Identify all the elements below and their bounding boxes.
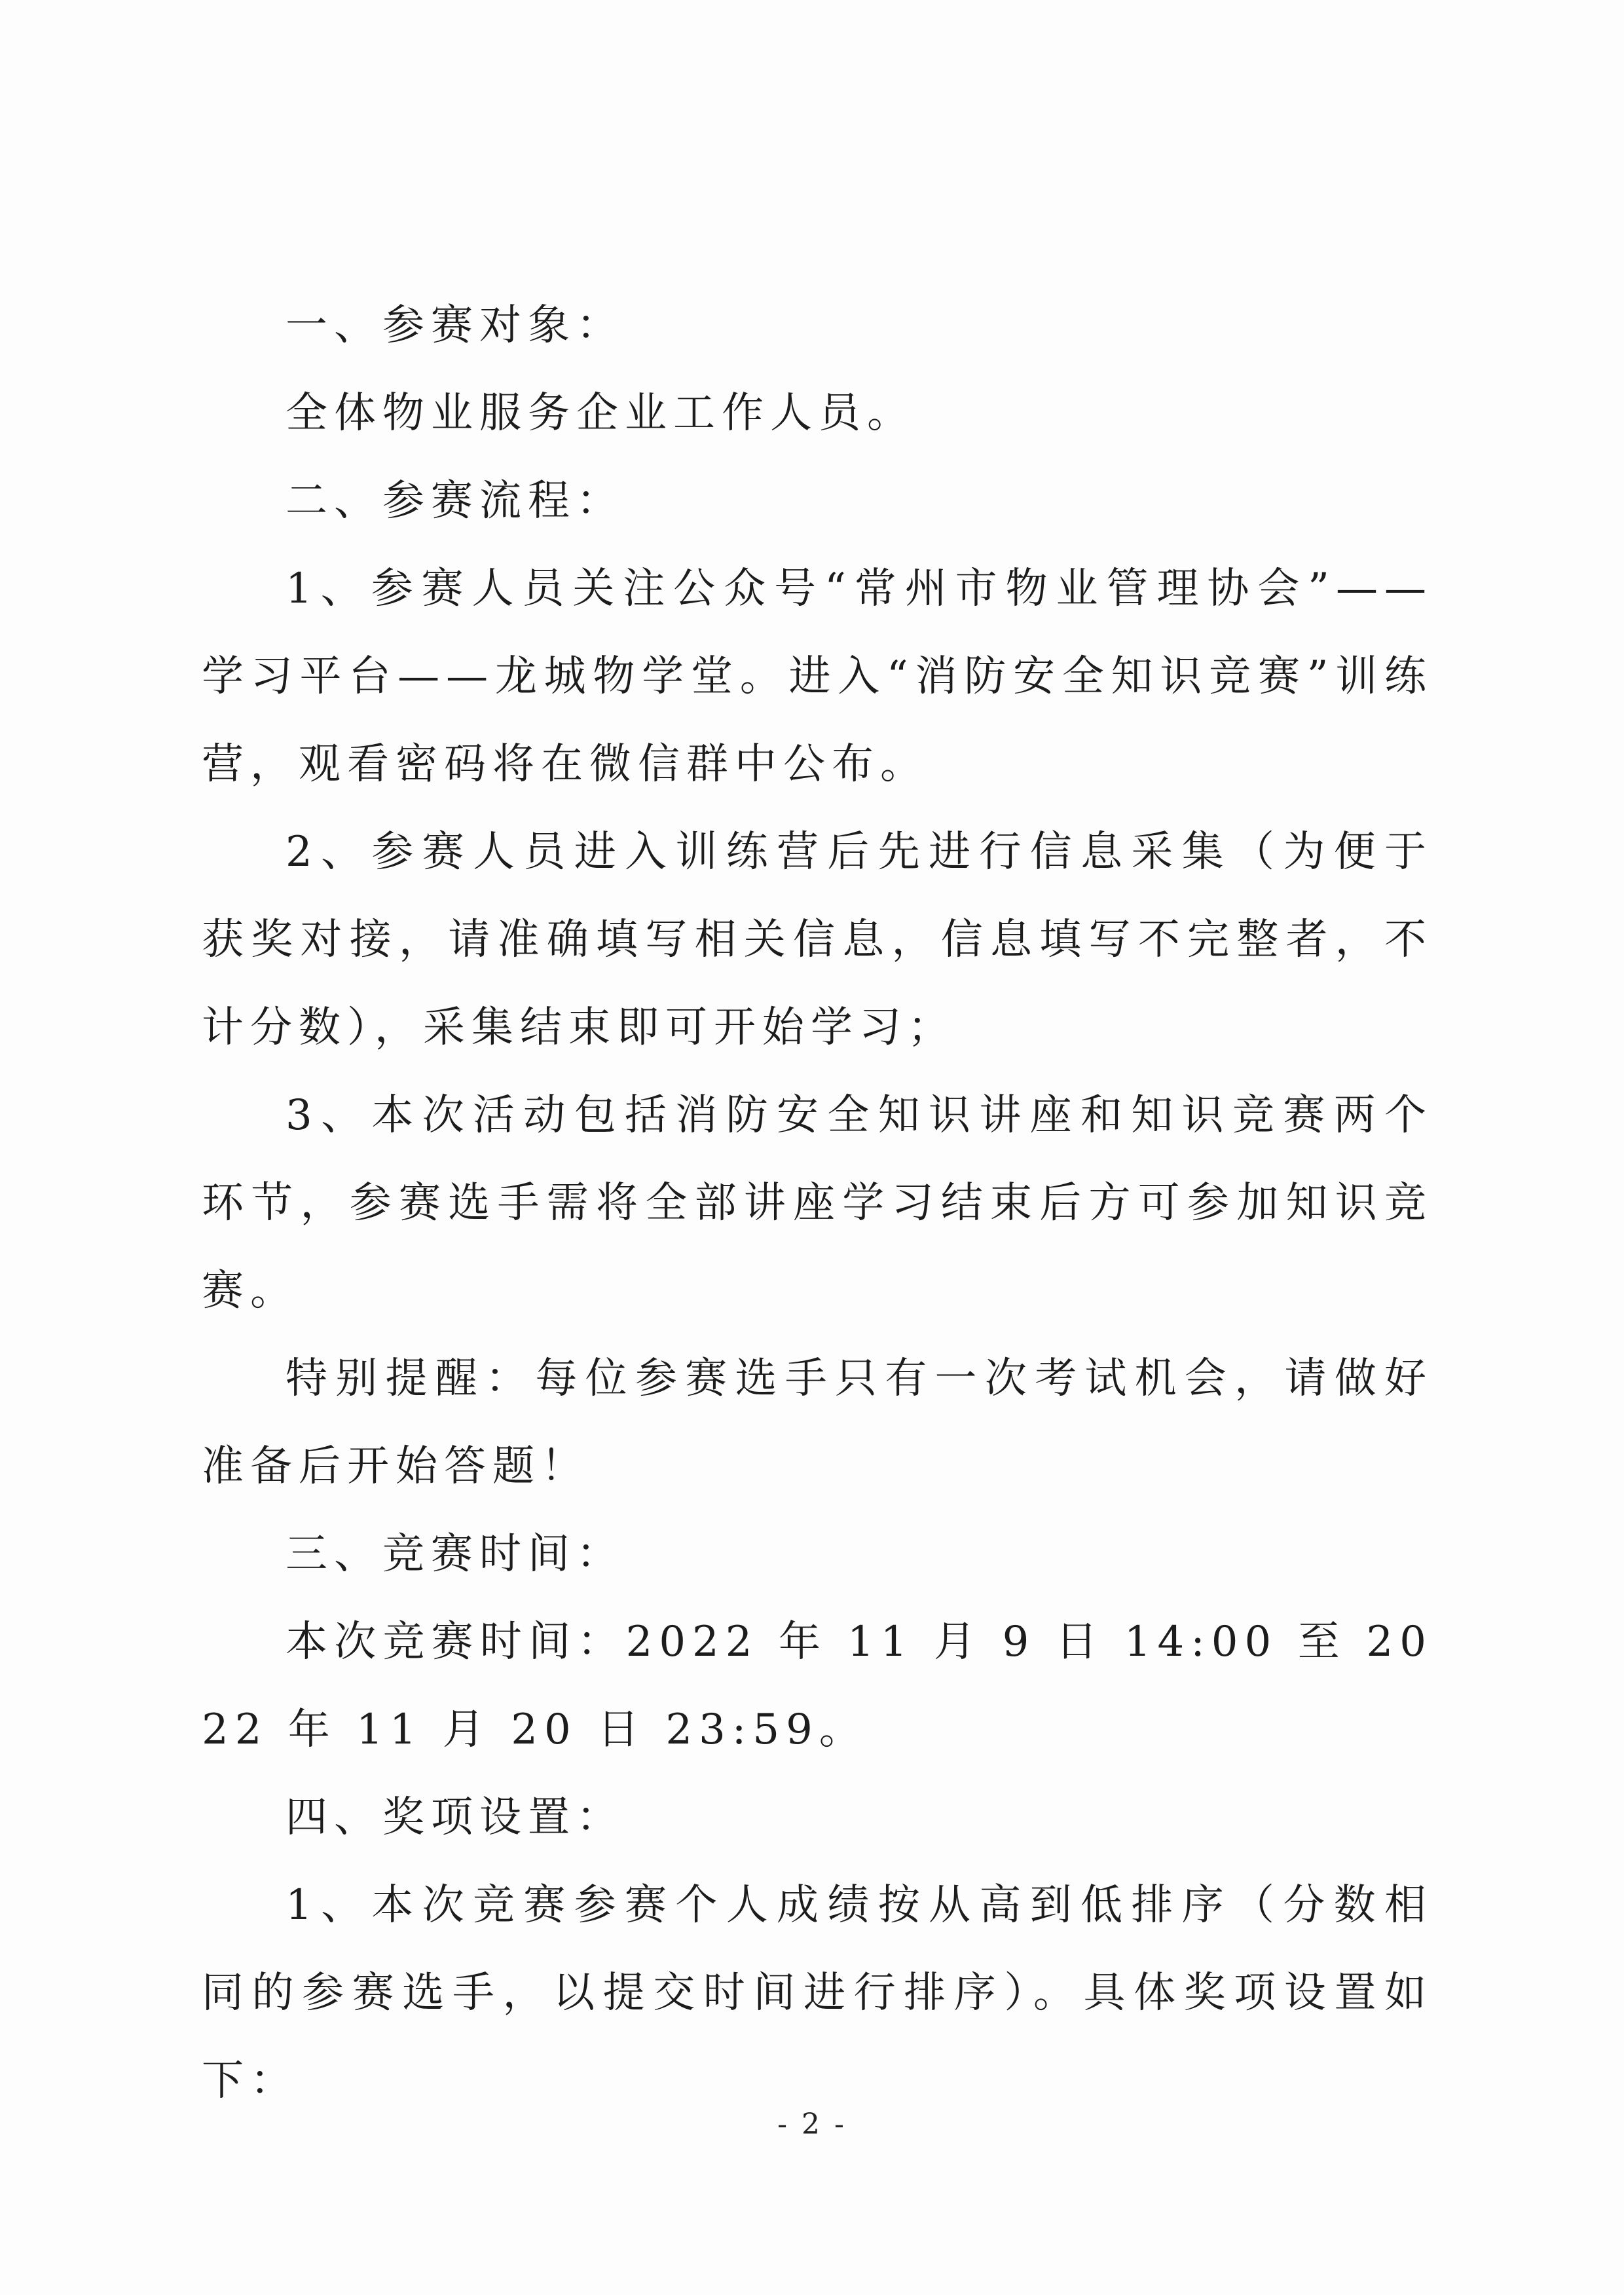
awards-item-1: 1、本次竞赛参赛个人成绩按从高到低排序（分数相同的参赛选手，以提交时间进行排序）。具体奖项设置如下： xyxy=(202,1881,1433,2105)
process-step-3: 3、本次活动包括消防安全知识讲座和知识竞赛两个环节，参赛选手需将全部讲座学习结束后方可参加知识竞赛。 xyxy=(202,1091,1433,1315)
section-heading-process: 二、参赛流程： xyxy=(286,477,625,525)
process-step-2: 2、参赛人员进入训练营后先进行信息采集（为便于获奖对接，请准确填写相关信息，信息填写不完整者，不计分数），采集结束即可开始学习； xyxy=(202,828,1433,1052)
participants-text: 全体物业服务企业工作人员。 xyxy=(286,389,915,438)
page-number: - 2 - xyxy=(777,2108,847,2141)
section-heading-time: 三、竞赛时间： xyxy=(286,1530,625,1578)
special-reminder: 特别提醒：每位参赛选手只有一次考试机会，请做好准备后开始答题！ xyxy=(202,1354,1433,1491)
document-body xyxy=(202,282,1433,2125)
section-heading-participants: 一、参赛对象： xyxy=(286,301,625,350)
section-heading-awards: 四、奖项设置： xyxy=(286,1793,625,1842)
process-step-1: 1、参赛人员关注公众号“常州市物业管理协会”——学习平台——龙城物学堂。进入“消防安全知识竞赛”训练营，观看密码将在微信群中公布。 xyxy=(202,565,1433,789)
competition-time-text: 本次竞赛时间：2022 年 11 月 9 日 14:00 至 2022 年 11 月 20 日 23:59。 xyxy=(202,1618,1433,1754)
